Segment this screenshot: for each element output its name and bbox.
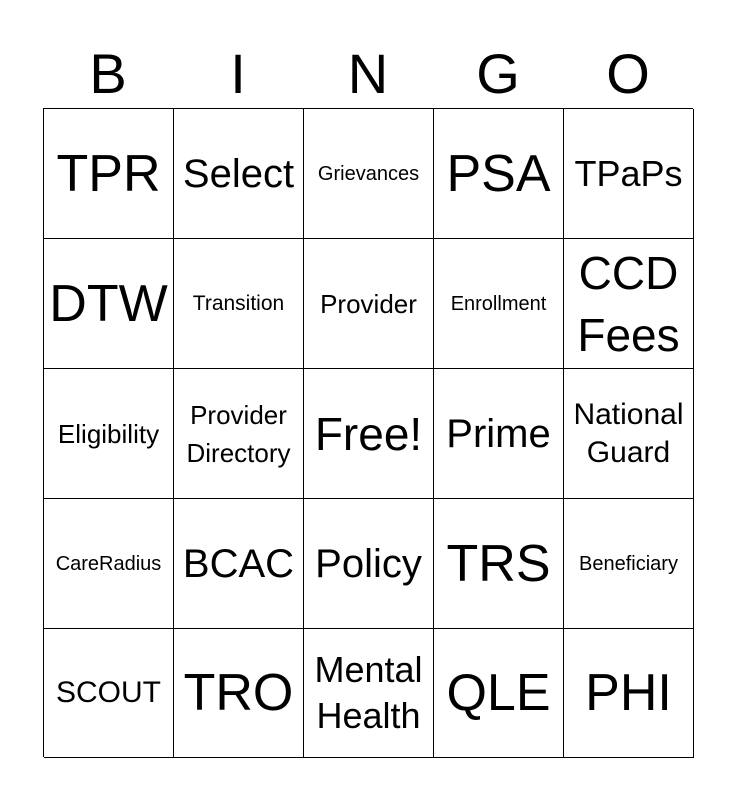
bingo-cell[interactable] <box>564 239 694 369</box>
bingo-cell[interactable] <box>434 239 564 369</box>
cell-label: Mental Health <box>314 649 423 736</box>
bingo-cell[interactable] <box>304 109 434 239</box>
bingo-cell[interactable] <box>564 629 694 758</box>
cell-label: Eligibility <box>57 418 160 449</box>
cell-label: Prime <box>446 411 551 456</box>
bingo-cell[interactable] <box>564 499 694 629</box>
cell-label: Free! <box>314 407 423 460</box>
header-letter-n: N <box>347 42 389 105</box>
bingo-cell[interactable] <box>434 629 564 758</box>
header-letter-b: B <box>89 42 127 105</box>
cell-label: Policy <box>315 541 422 586</box>
bingo-cell[interactable] <box>44 629 174 758</box>
bingo-cell[interactable] <box>434 109 564 239</box>
bingo-cell[interactable] <box>564 109 694 239</box>
bingo-header <box>43 40 693 108</box>
cell-label: PHI <box>585 664 672 722</box>
cell-label: Beneficiary <box>579 552 678 575</box>
bingo-cell[interactable] <box>174 109 304 239</box>
header-letter-g: G <box>476 42 520 105</box>
cell-label: TRO <box>183 664 294 722</box>
bingo-cell[interactable] <box>434 499 564 629</box>
cell-label: TPR <box>56 144 161 203</box>
bingo-cell[interactable] <box>44 239 174 369</box>
bingo-cell[interactable] <box>44 369 174 499</box>
cell-label: CCD Fees <box>577 246 680 361</box>
bingo-cell[interactable] <box>304 499 434 629</box>
bingo-cell[interactable] <box>44 499 174 629</box>
cell-label: BCAC <box>182 541 295 586</box>
cell-label: SCOUT <box>56 676 161 709</box>
cell-label: QLE <box>446 664 551 722</box>
bingo-cell[interactable] <box>304 239 434 369</box>
cell-label: National Guard <box>573 397 684 469</box>
header-letter-o: O <box>606 42 650 105</box>
cell-label: Provider <box>320 288 417 319</box>
cell-label: DTW <box>49 274 168 333</box>
bingo-cell[interactable] <box>564 369 694 499</box>
bingo-cell[interactable] <box>174 239 304 369</box>
cell-label: Grievances <box>317 162 420 185</box>
header-letter-i: I <box>230 42 246 105</box>
bingo-cell[interactable] <box>174 499 304 629</box>
cell-label: TPaPs <box>574 152 683 194</box>
cell-label: CareRadius <box>55 552 162 575</box>
bingo-cell[interactable] <box>304 629 434 758</box>
bingo-cell[interactable] <box>434 369 564 499</box>
bingo-cell[interactable] <box>174 629 304 758</box>
cell-label: Select <box>182 151 295 196</box>
free-space[interactable] <box>304 369 434 499</box>
cell-label: PSA <box>446 144 551 203</box>
cell-label: Transition <box>192 291 285 315</box>
bingo-cell[interactable] <box>44 109 174 239</box>
bingo-cell[interactable] <box>174 369 304 499</box>
bingo-board <box>43 108 693 757</box>
cell-label: TRS <box>446 534 551 593</box>
cell-label: Provider Directory <box>186 399 291 468</box>
cell-label: Enrollment <box>450 292 547 315</box>
